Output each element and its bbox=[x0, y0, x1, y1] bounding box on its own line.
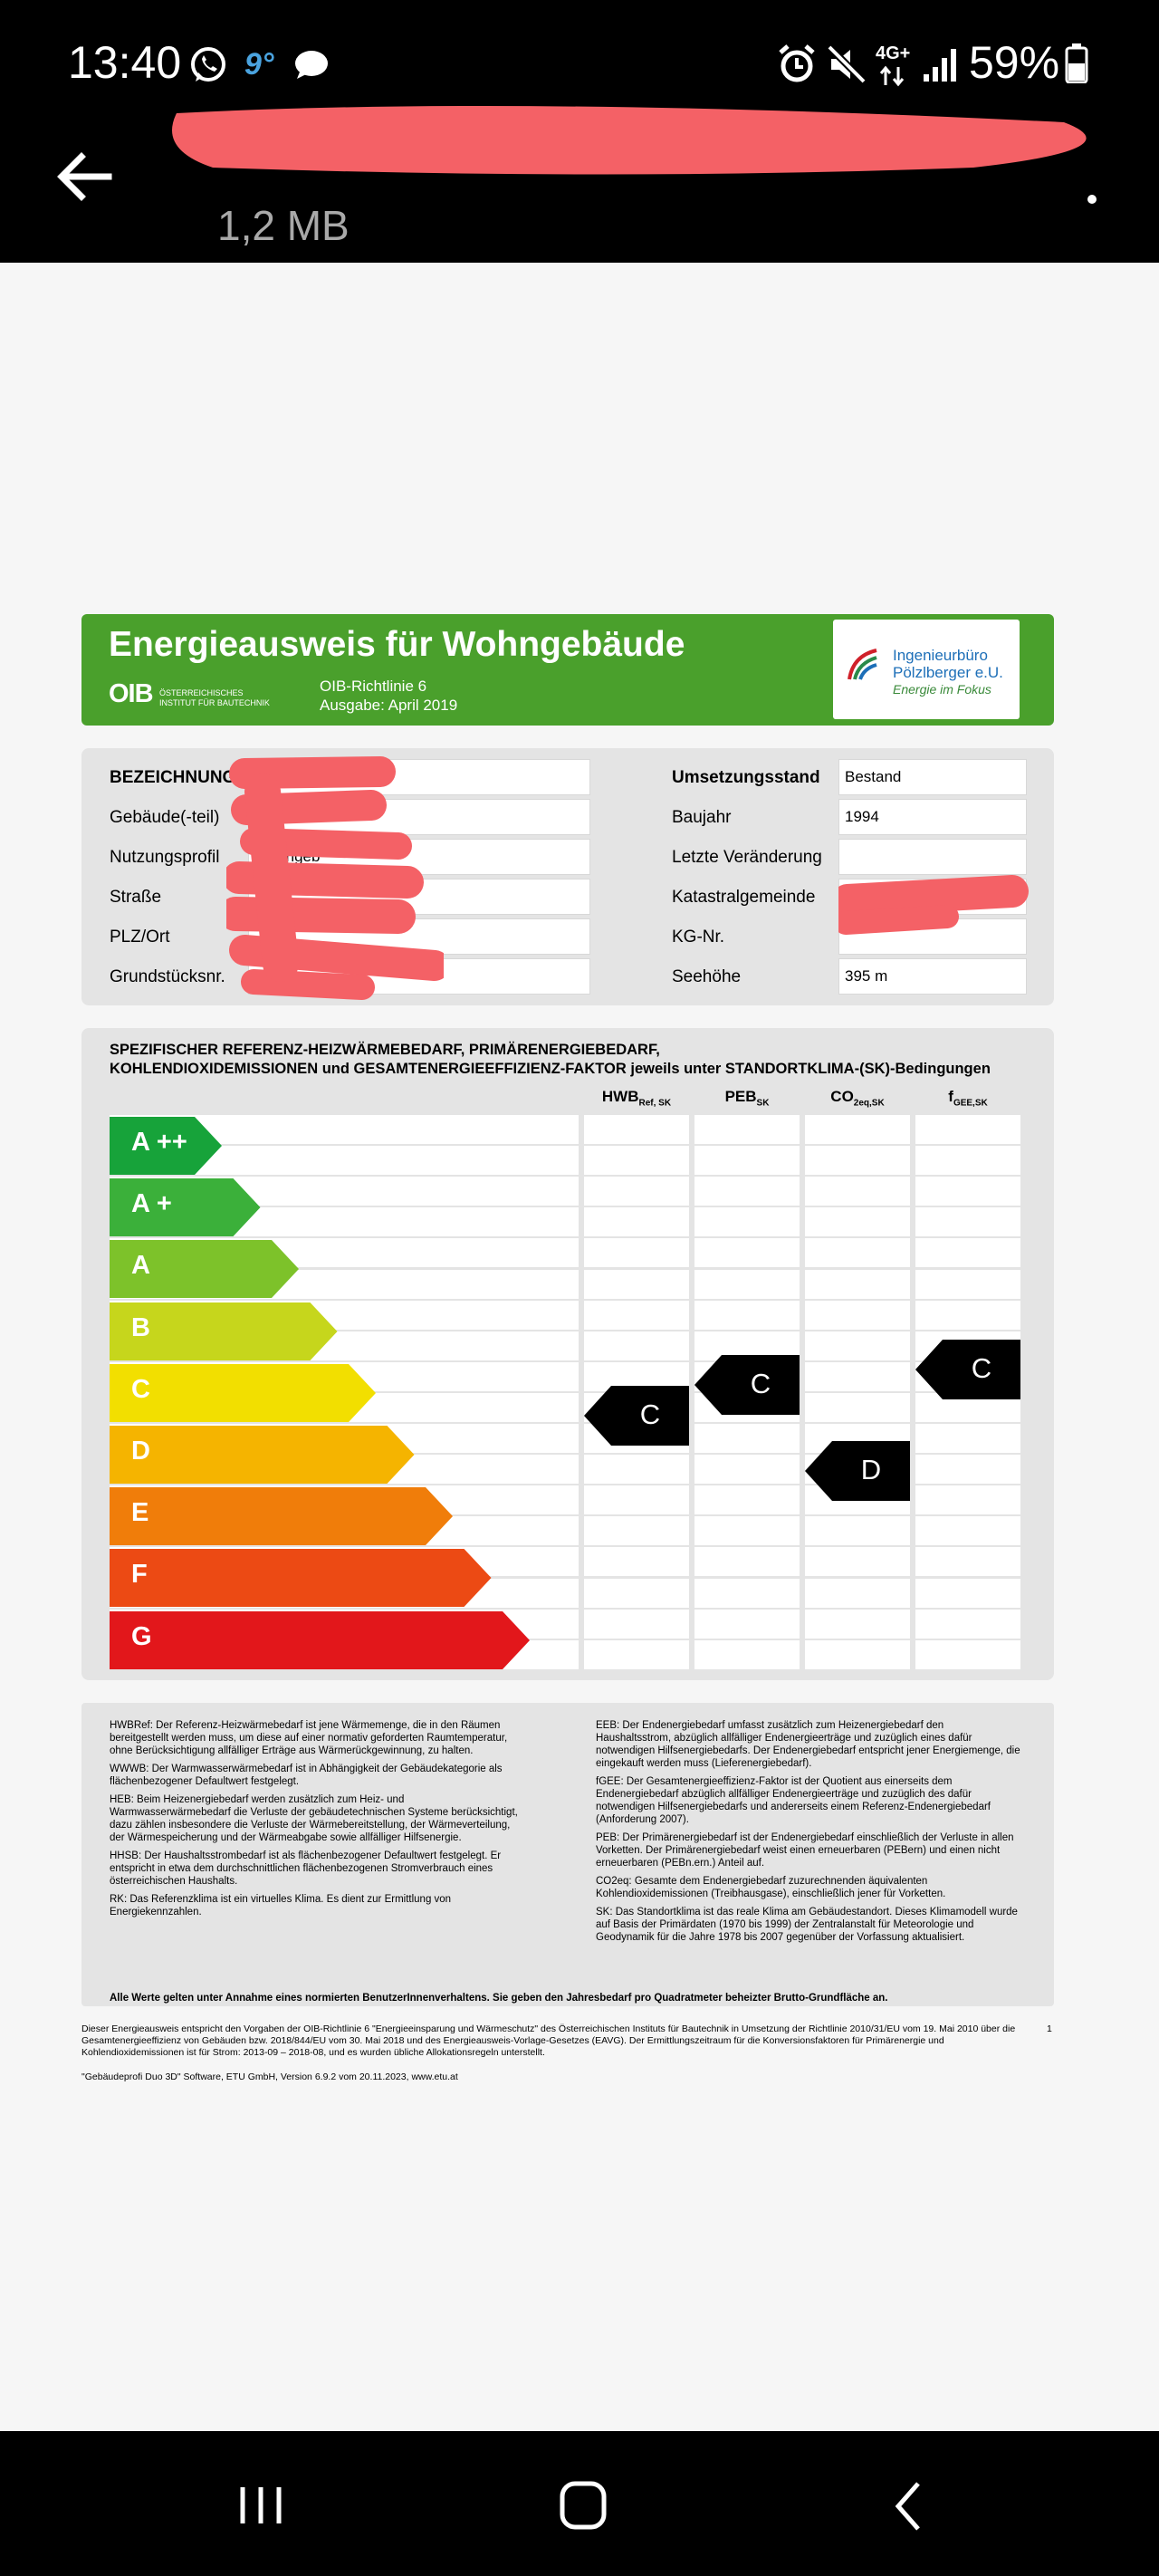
label-strasse: Straße bbox=[110, 888, 162, 907]
page-number: 1 bbox=[1047, 2023, 1052, 2034]
grid-cell bbox=[694, 1485, 800, 1516]
grid-cell bbox=[694, 1610, 800, 1640]
grid-cell bbox=[694, 1301, 800, 1331]
legal-text: Dieser Energieausweis entspricht den Vorgaben der OIB-Richtlinie 6 "Energieeinsparung und Wärmeschutz" des Österreichischen Instituts für Bautechnik in Umsetzung der Richtlinie 2010/31/EU vom 19. Mai 2010 über die Gesamtenergieeffizienz von Gebäuden bzw. 2018/844/EU vom 30. Mai 2018 und des Energieausweis-Vorlage-Gesetzes (EAVG). Der Ermittlungszeitraum für die Konversionsfaktoren für Primärenergie und Kohlendioxidemissionen ist für Strom: 2013-09 – 2018-08, und es wurden übliche Allokationsregeln unterstellt. bbox=[81, 2023, 1016, 2058]
grid-cell bbox=[915, 1207, 1020, 1238]
app-header bbox=[0, 0, 1159, 263]
alarm-icon bbox=[777, 43, 817, 85]
energy-class-arrow-shape bbox=[110, 1611, 530, 1669]
grid-cell bbox=[584, 1115, 689, 1146]
grid-cell bbox=[915, 1238, 1020, 1269]
label-bezeichnung: BEZEICHNUNG bbox=[110, 768, 236, 787]
col-header-co2-main: CO bbox=[830, 1088, 854, 1105]
grid-cell bbox=[805, 1331, 910, 1362]
signal-icon bbox=[922, 47, 960, 83]
certificate-title-bar bbox=[81, 614, 1054, 726]
grid-cell bbox=[915, 1547, 1020, 1578]
label-gebaeude: Gebäude(-teil) bbox=[110, 808, 220, 827]
recent-apps-icon[interactable] bbox=[237, 2484, 284, 2527]
redaction-scribble-left bbox=[226, 755, 444, 1002]
grid-cell bbox=[694, 1115, 800, 1146]
energy-class-label: E bbox=[131, 1498, 149, 1528]
back-arrow-icon[interactable] bbox=[54, 149, 114, 204]
grid-cell bbox=[915, 1640, 1020, 1671]
firm-name-line1: Ingenieurbüro bbox=[893, 647, 988, 664]
grid-cell bbox=[915, 1610, 1020, 1640]
result-class-fgee: C bbox=[971, 1351, 992, 1384]
result-class-peb: C bbox=[750, 1367, 771, 1399]
grid-cell bbox=[805, 1146, 910, 1177]
redaction-scribble-right bbox=[838, 873, 1029, 938]
ausgabe: Ausgabe: April 2019 bbox=[320, 697, 458, 714]
col-header-peb-sub: SK bbox=[756, 1098, 770, 1109]
grid-cell bbox=[915, 1146, 1020, 1177]
col-header-fgee-main: f bbox=[948, 1088, 953, 1105]
firm-name-line2: Pölzlberger e.U. bbox=[893, 664, 1003, 681]
grid-cell bbox=[915, 1115, 1020, 1146]
definition-hwb: HWBRef: Der Referenz-Heizwärmebedarf ist jene Wärmemenge, die in den Räumen bereitgestellt werden muss, um diese auf einer normativ geforderten Raumtemperatur, ohne Berücksichtigung allfälliger Erträge aus Wärmerückgewinnung, zu halten. bbox=[110, 1720, 508, 1756]
oib-subtitle bbox=[159, 688, 270, 708]
grid-cell bbox=[805, 1516, 910, 1547]
label-plz-ort: PLZ/Ort bbox=[110, 928, 170, 947]
grid-cell bbox=[694, 1424, 800, 1455]
grid-cell bbox=[805, 1393, 910, 1424]
grid-cell bbox=[805, 1579, 910, 1610]
grid-cell bbox=[584, 1455, 689, 1485]
grid-cell bbox=[805, 1238, 910, 1269]
grid-cell bbox=[584, 1270, 689, 1301]
certificate-title: Energieausweis für Wohngebäude bbox=[109, 625, 685, 664]
col-header-hwb-main: HWB bbox=[601, 1088, 639, 1105]
label-nutzungsprofil: Nutzungsprofil bbox=[110, 848, 220, 867]
firm-swoosh-icon bbox=[846, 647, 882, 683]
grid-cell bbox=[694, 1270, 800, 1301]
grid-cell bbox=[694, 1146, 800, 1177]
grid-cell bbox=[805, 1610, 910, 1640]
energy-class-label: G bbox=[131, 1621, 152, 1651]
col-header-hwb-sub: Ref, SK bbox=[638, 1098, 672, 1109]
energy-class-label: F bbox=[131, 1560, 148, 1590]
oib-logo: OIB bbox=[109, 679, 153, 708]
grid-cell bbox=[584, 1238, 689, 1269]
grid-cell bbox=[694, 1207, 800, 1238]
grid-cell bbox=[915, 1270, 1020, 1301]
grid-cell bbox=[694, 1516, 800, 1547]
grid-cell bbox=[694, 1238, 800, 1269]
grid-cell bbox=[915, 1485, 1020, 1516]
battery-icon bbox=[1065, 43, 1088, 83]
definition-fgee: fGEE: Der Gesamtenergieeffizienz-Faktor ist der Quotient aus einerseits dem Endenergiebedarf abzüglich allfälliger Endenergieerträge und zuzüglich des dafür notwendigen Hilfsenergiebedarfs und andererseits einem Referenz-Endenergiebedarf (Anforderung 2007). bbox=[596, 1776, 991, 1825]
energy-class-label: D bbox=[131, 1437, 150, 1466]
grid-cell bbox=[805, 1547, 910, 1578]
energy-class-label: A + bbox=[131, 1189, 172, 1219]
energy-class-label: A bbox=[131, 1251, 150, 1281]
rating-grid bbox=[81, 1028, 1054, 1680]
building-info-panel bbox=[81, 748, 1054, 1005]
grid-cell bbox=[805, 1301, 910, 1331]
grid-cell bbox=[694, 1547, 800, 1578]
battery-percent: 59% bbox=[969, 37, 1060, 88]
grid-cell bbox=[805, 1177, 910, 1207]
label-katastralgemeinde: Katastralgemeinde bbox=[672, 888, 816, 907]
energy-class-arrow-shape bbox=[110, 1487, 453, 1545]
richtlinie-info bbox=[320, 677, 457, 715]
more-options-icon[interactable] bbox=[1085, 170, 1099, 207]
result-class-hwb: C bbox=[639, 1398, 661, 1430]
grid-cell bbox=[694, 1579, 800, 1610]
grid-cell bbox=[694, 1640, 800, 1671]
definition-co2eq: CO2eq: Gesamte dem Endenergiebedarf zuzurechnenden äquivalenten Kohlendioxidemissionen (Treibhausgase), einschließlich jener für Vorketten. bbox=[596, 1876, 946, 1899]
rating-heading-line1: SPEZIFISCHER REFERENZ-HEIZWÄRMEBEDARF, PRIMÄRENERGIEBEDARF, bbox=[110, 1042, 660, 1058]
rating-panel bbox=[81, 1028, 1054, 1680]
richtlinie: OIB-Richtlinie 6 bbox=[320, 678, 427, 695]
label-letzte-veraenderung: Letzte Veränderung bbox=[672, 848, 822, 867]
grid-cell bbox=[584, 1610, 689, 1640]
energy-class-label: B bbox=[131, 1312, 150, 1342]
grid-cell bbox=[694, 1177, 800, 1207]
grid-cell bbox=[584, 1146, 689, 1177]
chat-icon bbox=[292, 48, 330, 84]
value-letzte-veraenderung bbox=[838, 839, 1027, 875]
network-type: 4G+ bbox=[876, 43, 911, 63]
energy-class-arrow bbox=[110, 1549, 497, 1607]
energy-class-arrow bbox=[110, 1426, 420, 1484]
grid-cell bbox=[584, 1301, 689, 1331]
grid-cell bbox=[584, 1177, 689, 1207]
firm-tagline: Energie im Fokus bbox=[893, 682, 991, 697]
label-grundstuecksnr: Grundstücksnr. bbox=[110, 967, 225, 986]
grid-cell bbox=[805, 1270, 910, 1301]
definition-heb: HEB: Beim Heizenergiebedarf werden zusätzlich zum Heiz- und Warmwasserwärmebedarf die Verluste der gebäudetechnischen Systeme berücksichtigt, dazu zählen insbesondere die Verluste der Wärmebereitstellung, der Wärmeverteilung, der Wärmespeicherung und der Wärmeabgabe sowie allfälliger Hilfsenergie. bbox=[110, 1794, 518, 1843]
col-header-peb-main: PEB bbox=[724, 1088, 757, 1105]
grid-cell bbox=[915, 1424, 1020, 1455]
grid-cell bbox=[915, 1455, 1020, 1485]
definition-eeb: EEB: Der Endenergiebedarf umfasst zusätzlich zum Heizenergiebedarf den Haushaltsstrom, abzüglich allfälliger Endenergieerträge und zuzüglich eines dafür notwendigen Hilfsenergiebedarfs. Der Endenergiebedarf entspricht jener Energiemenge, die eingekauft werden muss (Lieferenergiebedarf). bbox=[596, 1720, 1020, 1769]
definition-rk: RK: Das Referenzklima ist ein virtuelles Klima. Es dient zur Ermittlung von Energiekennzahlen. bbox=[110, 1894, 452, 1918]
grid-cell bbox=[915, 1516, 1020, 1547]
grid-cell bbox=[805, 1115, 910, 1146]
mute-icon bbox=[826, 43, 867, 85]
grid-cell bbox=[915, 1177, 1020, 1207]
back-nav-icon[interactable] bbox=[893, 2480, 924, 2533]
grid-cell bbox=[584, 1207, 689, 1238]
software-note: "Gebäudeprofi Duo 3D" Software, ETU GmbH, Version 6.9.2 vom 20.11.2023, www.etu.at bbox=[81, 2071, 458, 2082]
label-kg-nr: KG-Nr. bbox=[672, 928, 725, 947]
energy-class-arrow-shape bbox=[110, 1549, 492, 1607]
energy-class-arrow-shape bbox=[110, 1426, 415, 1484]
grid-cell bbox=[915, 1301, 1020, 1331]
definitions-left bbox=[110, 1719, 522, 1924]
energy-class-arrow bbox=[110, 1487, 458, 1545]
definition-hhsb: HHSB: Der Haushaltsstrombedarf ist als flächenbezogener Defaultwert festgelegt. Er entspricht in etwa dem durchschnittlichen flächenbezogenen Stromverbrauch eines österreichischen Haushalts. bbox=[110, 1850, 502, 1887]
col-header-fgee-sub: GEE,SK bbox=[953, 1098, 988, 1109]
energy-class-label: A ++ bbox=[131, 1128, 187, 1157]
weather-temperature: 9° bbox=[244, 47, 274, 82]
result-class-co2: D bbox=[860, 1454, 882, 1486]
grid-cell bbox=[584, 1579, 689, 1610]
clock: 13:40 bbox=[68, 37, 182, 88]
label-umsetzungsstand: Umsetzungsstand bbox=[672, 768, 820, 787]
oib-subtitle-line2: INSTITUT FÜR BAUTECHNIK bbox=[159, 698, 270, 707]
grid-cell bbox=[584, 1516, 689, 1547]
grid-cell bbox=[584, 1331, 689, 1362]
firm-name bbox=[893, 647, 1003, 698]
definition-wwwb: WWWB: Der Warmwasserwärmebedarf ist in Abhängigkeit der Gebäudekategorie als flächenbezogener Defaultwert festgelegt. bbox=[110, 1764, 503, 1787]
value-nutzungsprofil: Wohngeb bbox=[248, 839, 590, 875]
label-baujahr: Baujahr bbox=[672, 808, 732, 827]
label-seehoehe: Seehöhe bbox=[672, 967, 742, 986]
firm-logo-box bbox=[833, 620, 1020, 719]
definition-peb: PEB: Der Primärenergiebedarf ist der Endenergiebedarf einschließlich der Verluste in allen Vorketten. Der Primärenergiebedarf weist einen erneuerbaren (PEBern) und einen nicht erneuerbaren (PEBn.ern.) Anteil auf. bbox=[596, 1832, 1014, 1869]
whatsapp-icon bbox=[188, 45, 228, 85]
grid-cell bbox=[694, 1455, 800, 1485]
home-icon[interactable] bbox=[559, 2480, 608, 2531]
navigation-bar bbox=[0, 2431, 1159, 2576]
value-seehoehe: 395 m bbox=[838, 958, 1027, 995]
value-umsetzungsstand: Bestand bbox=[838, 759, 1027, 795]
definition-sk: SK: Das Standortklima ist das reale Klima am Gebäudestandort. Dieses Klimamodell wurde auf Basis der Primärdaten (1970 bis 1999) der Zentralanstalt für Meteorologie und Geodynamik für die Jahre 1978 bis 2007 gegenüber der Vorfassung aktualisiert. bbox=[596, 1907, 1018, 1943]
energy-class-arrow bbox=[110, 1364, 381, 1422]
definitions-right bbox=[596, 1719, 1021, 1949]
energy-class-label: C bbox=[131, 1374, 150, 1404]
data-arrows-icon bbox=[876, 65, 909, 87]
energy-class-arrow bbox=[110, 1611, 535, 1669]
grid-cell bbox=[805, 1362, 910, 1393]
all-values-note: Alle Werte gelten unter Annahme eines normierten BenutzerInnenverhaltens. Sie geben den Jahresbedarf pro Quadratmeter beheizter Brutto-Grundfläche an. bbox=[110, 1993, 888, 2004]
grid-cell bbox=[584, 1547, 689, 1578]
rating-heading-line2: KOHLENDIOXIDEMISSIONEN und GESAMTENERGIEEFFIZIENZ-FAKTOR jeweils unter STANDORTKLIMA-(SK)-Bedingungen bbox=[110, 1061, 991, 1077]
grid-cell bbox=[584, 1640, 689, 1671]
col-header-co2-sub: 2eq,SK bbox=[853, 1098, 885, 1109]
filename-redaction bbox=[158, 95, 1127, 181]
file-size: 1,2 MB bbox=[217, 202, 350, 249]
oib-subtitle-line1: ÖSTERREICHISCHES bbox=[159, 688, 244, 697]
definitions-panel bbox=[81, 1703, 1054, 2006]
grid-cell bbox=[584, 1485, 689, 1516]
value-baujahr: 1994 bbox=[838, 799, 1027, 835]
grid-cell bbox=[915, 1579, 1020, 1610]
grid-cell bbox=[805, 1640, 910, 1671]
grid-cell bbox=[805, 1207, 910, 1238]
